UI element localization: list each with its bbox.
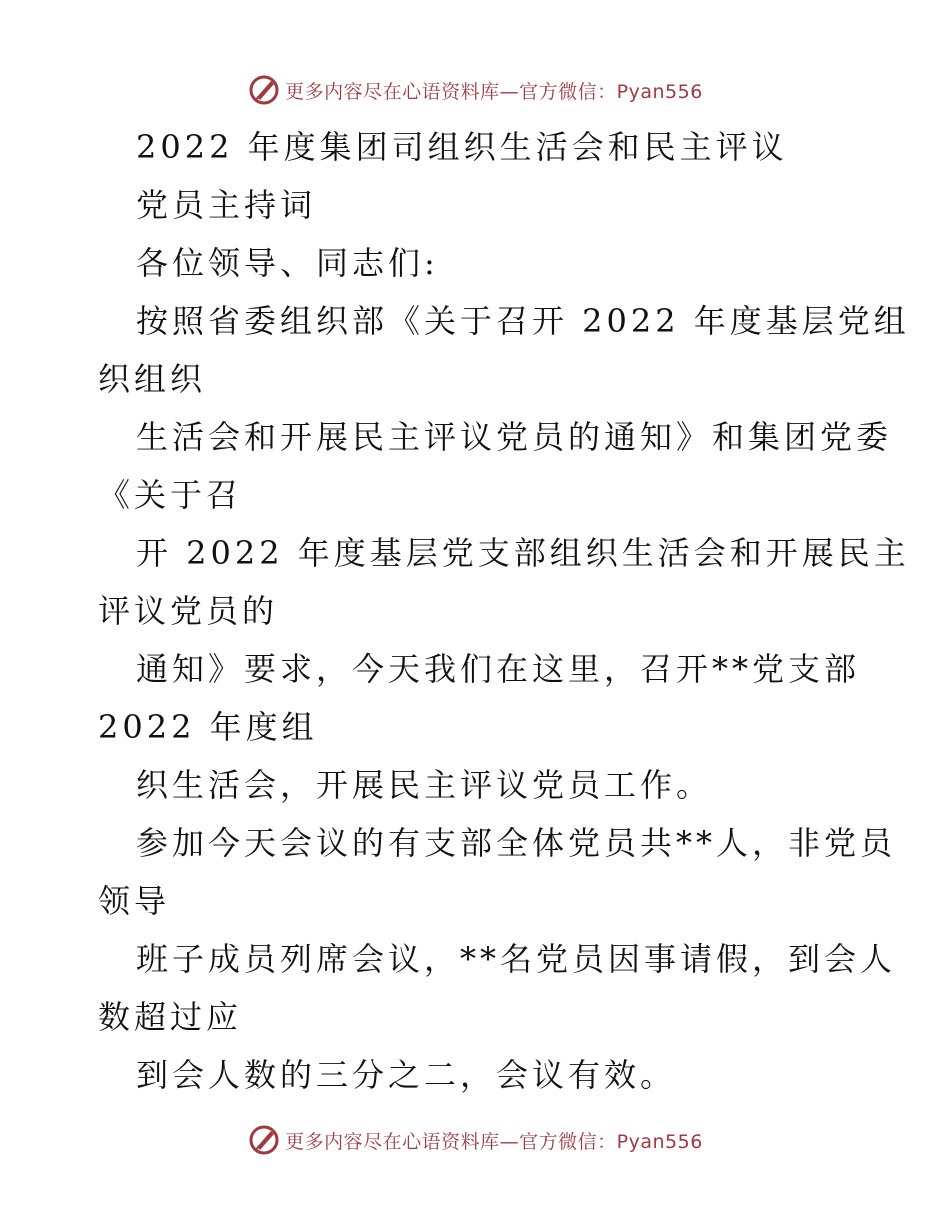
text-line: 领导 xyxy=(98,882,171,920)
header-banner xyxy=(0,72,950,108)
text-line: 到会人数的三分之二，会议有效。 xyxy=(136,1056,677,1094)
header-banner-text: 更多内容尽在心语资料库—官方微信：Pyan556 xyxy=(285,80,703,103)
text-line: 2022 年度组 xyxy=(98,708,318,746)
text-line: 2022 年度集团司组织生活会和民主评议 xyxy=(136,128,788,166)
text-line: 生活会和开展民主评议党员的通知》和集团党委 xyxy=(136,418,893,456)
text-line: 各位领导、同志们: xyxy=(136,244,439,282)
text-line: 织生活会，开展民主评议党员工作。 xyxy=(136,766,713,804)
text-line: 评议党员的 xyxy=(98,592,279,630)
text-line: 按照省委组织部《关于召开 2022 年度基层党组 xyxy=(136,302,910,340)
quill-logo-icon xyxy=(247,73,281,107)
text-line: 党员主持词 xyxy=(136,186,317,224)
footer-banner xyxy=(0,1122,950,1158)
text-line: 班子成员列席会议，**名党员因事请假，到会人 xyxy=(136,940,897,978)
text-line: 通知》要求，今天我们在这里，召开**党支部 xyxy=(136,650,861,688)
footer-banner-text: 更多内容尽在心语资料库—官方微信：Pyan556 xyxy=(285,1130,703,1153)
text-line: 织组织 xyxy=(98,360,207,398)
quill-logo-icon xyxy=(247,1123,281,1157)
text-line: 参加今天会议的有支部全体党员共**人，非党员 xyxy=(136,824,897,862)
text-line: 数超过应 xyxy=(98,998,243,1036)
text-line: 开 2022 年度基层党支部组织生活会和开展民主 xyxy=(136,534,910,572)
text-line: 《关于召 xyxy=(98,476,243,514)
document-body xyxy=(98,118,910,1104)
